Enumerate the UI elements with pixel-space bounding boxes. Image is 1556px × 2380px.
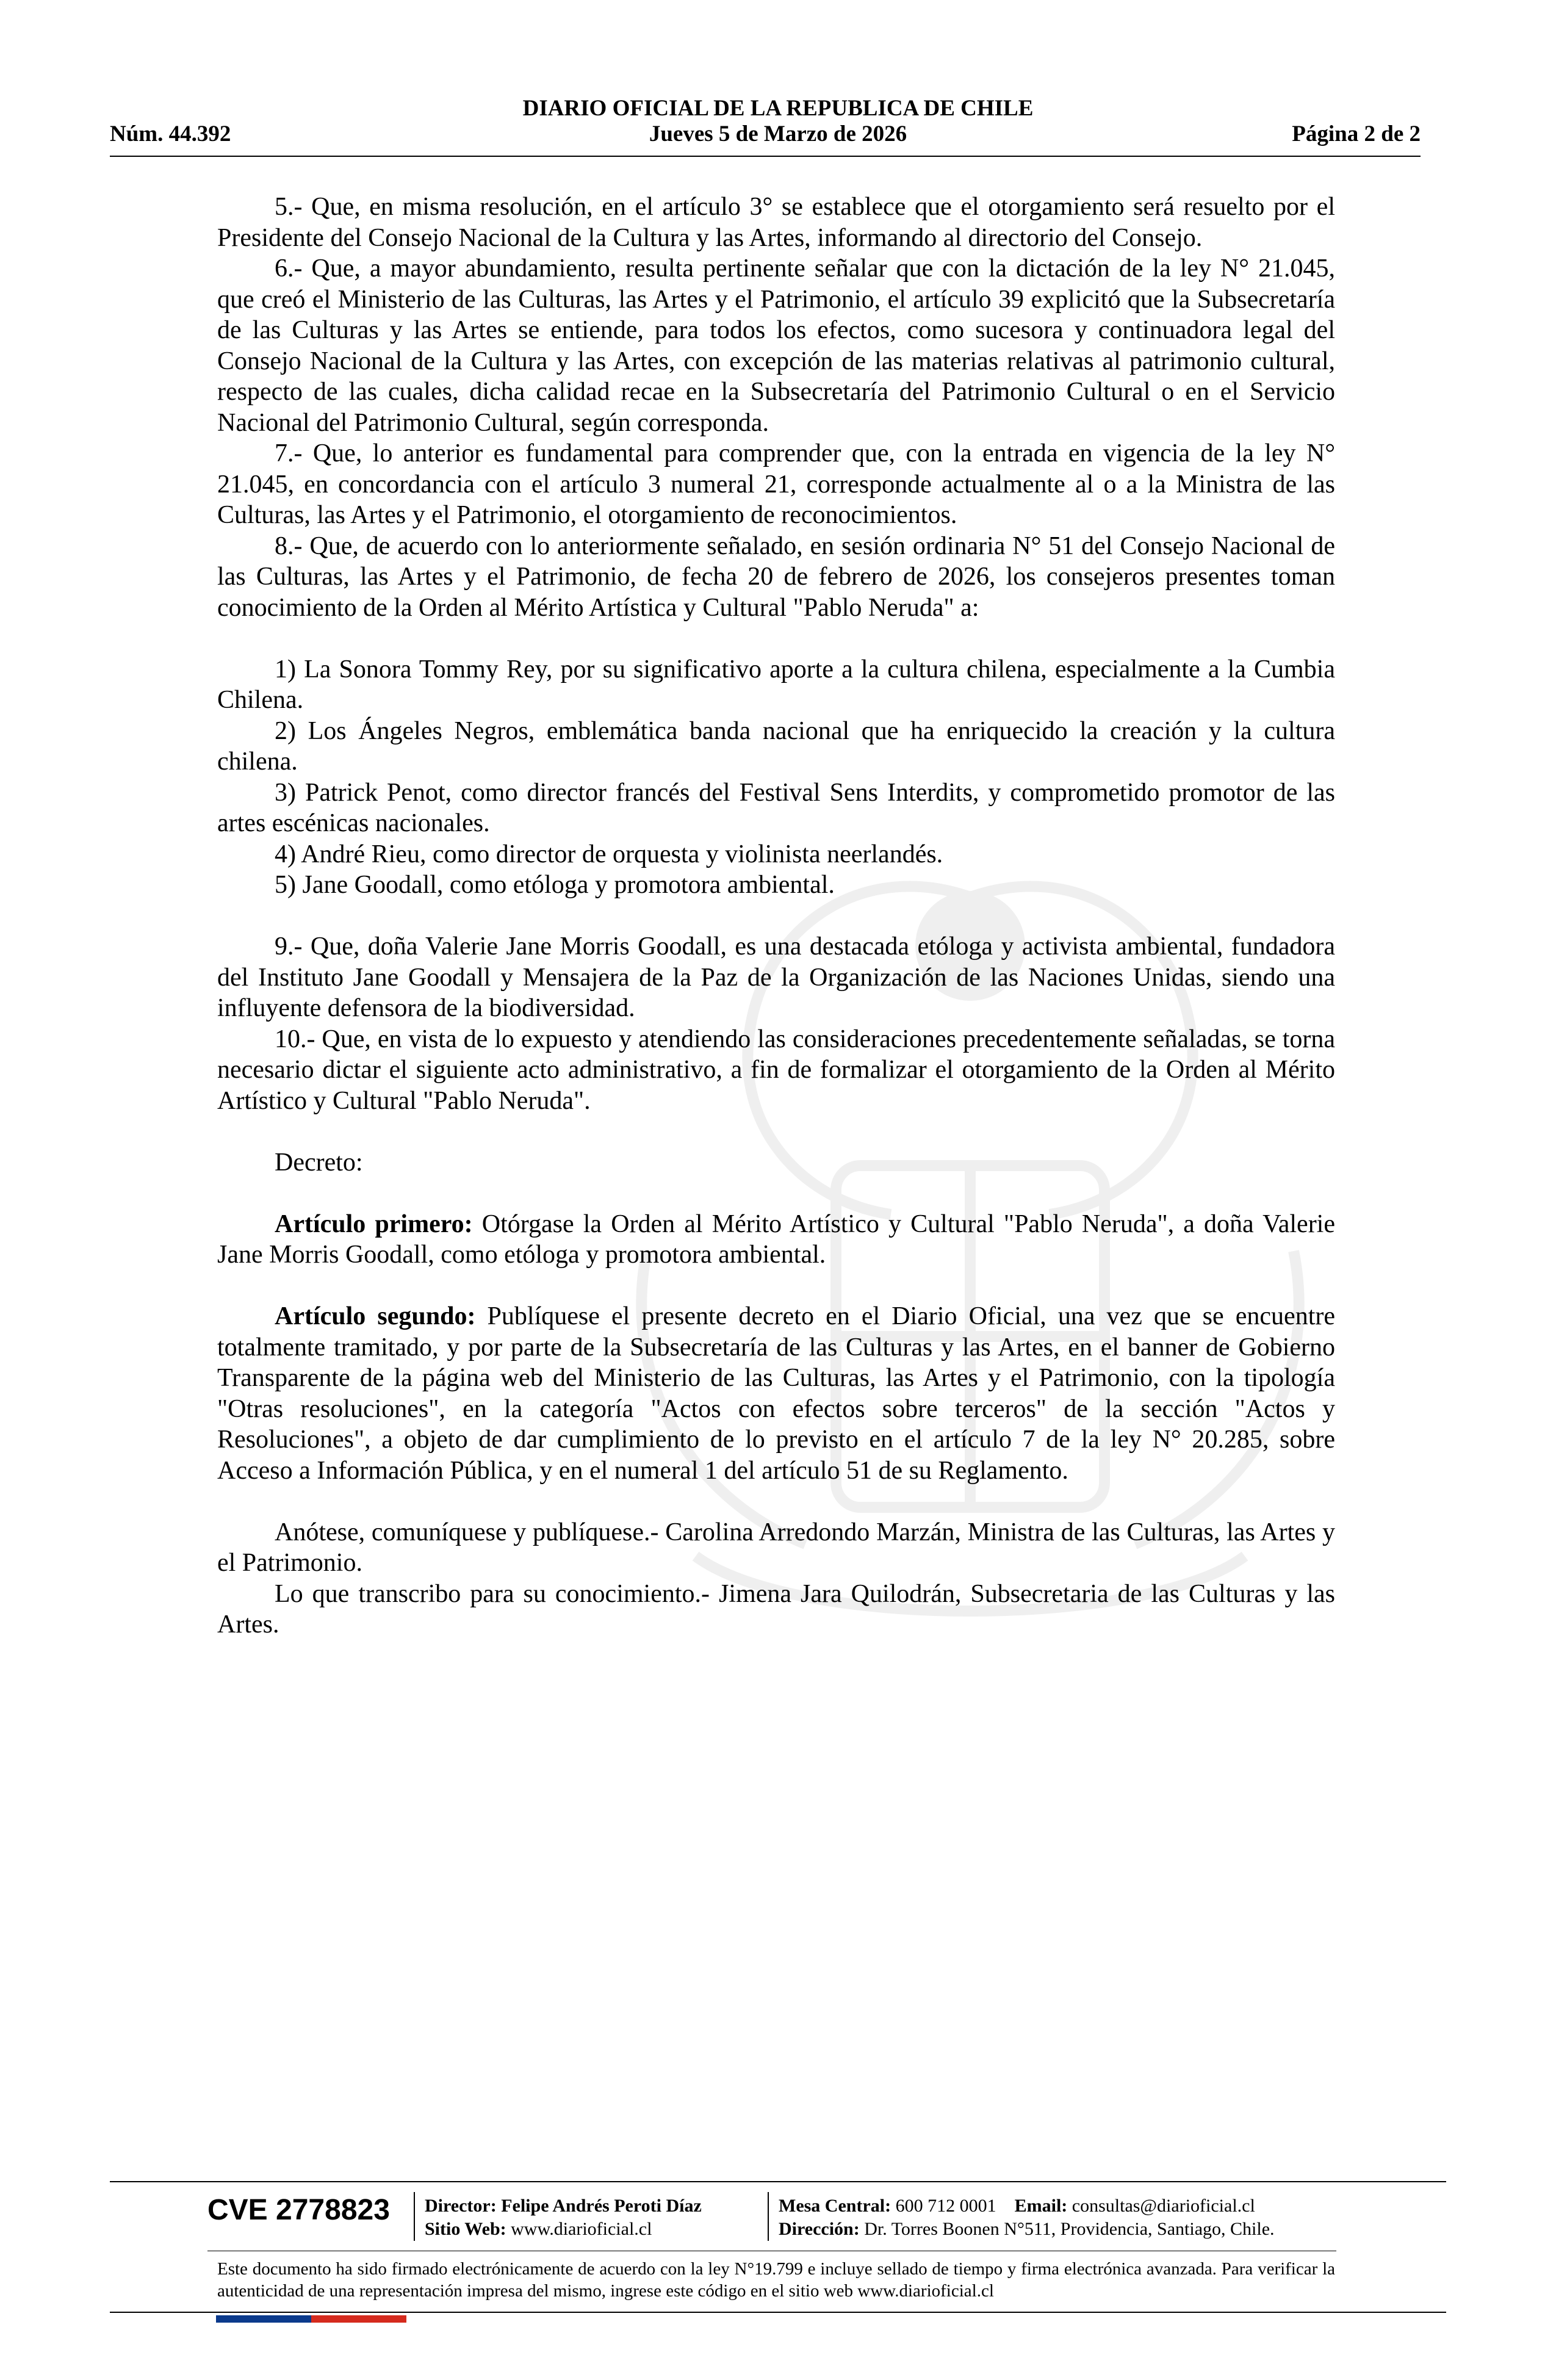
list-item: 1) La Sonora Tommy Rey, por su significativo aporte a la cultura chilena, especialmente a la Cumbia Chilena.	[217, 655, 1335, 714]
address-label: Dirección:	[779, 2219, 860, 2239]
decreto-heading: Decreto:	[275, 1148, 363, 1177]
flag-stripe-blue	[216, 2315, 311, 2323]
paragraph-8: 8.- Que, de acuerdo con lo anteriormente señalado, en sesión ordinaria N° 51 del Consejo Nacional de las Culturas, las Artes y el Patrimonio, de fecha 20 de febrero de 2026, los consejeros presentes toman conocimiento de la Orden al Mérito Artística y Cultural "Pablo Neruda" a:	[217, 532, 1335, 622]
footer-separator	[768, 2192, 769, 2241]
address-text: Dr. Torres Boonen N°511, Providencia, Santiago, Chile.	[864, 2219, 1275, 2239]
paragraph-6: 6.- Que, a mayor abundamiento, resulta pertinente señalar que con la dictación de la ley N° 21.045, que creó el Ministerio de las Culturas, las Artes y el Patrimonio, el artículo 39 explicitó que la Subsecretaría de las Culturas y las Artes se entiende, para todos los efectos, como sucesora y continuadora legal del Consejo Nacional de la Cultura y las Artes, con excepción de las materias relativas al patrimonio cultural, respecto de las cuales, dicha calidad recae en la Subsecretaría del Patrimonio Cultural o en el Servicio Nacional del Patrimonio Cultural, según corresponda.	[217, 254, 1335, 437]
list-item: 3) Patrick Penot, como director francés del Festival Sens Interdits, y comprometido promotor de las artes escénicas nacionales.	[217, 778, 1335, 837]
email-link[interactable]: consultas@diarioficial.cl	[1072, 2196, 1255, 2216]
list-item: 4) André Rieu, como director de orquesta y violinista neerlandés.	[275, 840, 943, 868]
closing-signature-subsecretary: Lo que transcribo para su conocimiento.- Jimena Jara Quilodrán, Subsecretaria de las Culturas y las Artes.	[217, 1579, 1335, 1639]
article-2	[217, 1301, 1335, 1486]
closing-signature-minister: Anótese, comuníquese y publíquese.- Carolina Arredondo Marzán, Ministra de las Culturas, las Artes y el Patrimonio.	[217, 1518, 1335, 1577]
article-1	[217, 1209, 1335, 1271]
website-label: Sitio Web:	[425, 2219, 506, 2239]
mesa-central-label: Mesa Central:	[779, 2196, 891, 2216]
paragraph-9: 9.- Que, doña Valerie Jane Morris Goodall, es una destacada etóloga y activista ambiental, fundadora del Instituto Jane Goodall y Mensajera de la Paz de la Organización de las Naciones Unidas, siendo una influyente defensora de la biodiversidad.	[217, 932, 1335, 1022]
page-indicator: Página 2 de 2	[1292, 121, 1421, 146]
email-label: Email:	[1014, 2196, 1068, 2216]
header-divider	[110, 156, 1421, 157]
footer-divider-bottom	[110, 2312, 1446, 2313]
list-item: 5) Jane Goodall, como etóloga y promotora ambiental.	[275, 871, 835, 899]
newspaper-title: DIARIO OFICIAL DE LA REPUBLICA DE CHILE	[522, 96, 1034, 121]
paragraph-5: 5.- Que, en misma resolución, en el artículo 3° se establece que el otorgamiento será resuelto por el Presidente del Consejo Nacional de la Cultura y las Artes, informando al directorio del Consejo.	[217, 193, 1335, 252]
article-2-label: Artículo segundo:	[275, 1302, 476, 1330]
article-1-text: Otórgase la Orden al Mérito Artístico y Cultural "Pablo Neruda", a doña Valerie Jane Morris Goodall, como etóloga y promotora ambiental.	[217, 1210, 1335, 1269]
list-item: 2) Los Ángeles Negros, emblemática banda nacional que ha enriquecido la creación y la cultura chilena.	[217, 716, 1335, 776]
cve-code: CVE 2778823	[207, 2194, 390, 2226]
website-link[interactable]: www.diarioficial.cl	[511, 2219, 652, 2239]
flag-stripe-red	[311, 2315, 406, 2323]
footer-contact-block	[779, 2194, 1275, 2241]
electronic-signature-notice: Este documento ha sido firmado electrónicamente de acuerdo con la ley N°19.799 e incluye sellado de tiempo y firma electrónica avanzada. Para verificar la autenticidad de una representación impresa del mismo, ingrese este código en el sitio web www.diarioficial.cl	[217, 2259, 1335, 2301]
paragraph-10: 10.- Que, en vista de lo expuesto y atendiendo las consideraciones precedentemente señaladas, se torna necesario dictar el siguiente acto administrativo, a fin de formalizar el otorgamiento de la Orden al Mérito Artístico y Cultural "Pablo Neruda".	[217, 1025, 1335, 1115]
footer-director-block	[425, 2194, 702, 2241]
article-2-text: Publíquese el presente decreto en el Diario Oficial, una vez que se encuentre totalmente tramitado, y por parte de la Subsecretaría de las Culturas y las Artes, en el banner de Gobierno Transparente de la página web del Ministerio de las Culturas, las Artes y el Patrimonio, con la tipología "Otras resoluciones", en la categoría "Actos con efectos sobre terceros" de la sección "Actos y Resoluciones", a objeto de dar cumplimiento de lo previsto en el artículo 7 de la ley N° 20.285, sobre Acceso a Información Pública, y en el numeral 1 del artículo 51 de su Reglamento.	[217, 1302, 1335, 1485]
document-body	[217, 192, 1335, 1640]
mesa-central-phone: 600 712 0001	[895, 2196, 996, 2216]
footer-separator	[414, 2192, 415, 2241]
director-name: Felipe Andrés Peroti Díaz	[501, 2196, 702, 2216]
paragraph-7: 7.- Que, lo anterior es fundamental para comprender que, con la entrada en vigencia de la ley N° 21.045, en concordancia con el artículo 3 numeral 21, corresponde actualmente al o a la Ministra de las Culturas, las Artes y el Patrimonio, el otorgamiento de reconocimientos.	[217, 439, 1335, 529]
issue-number: Núm. 44.392	[110, 121, 231, 146]
director-label: Director:	[425, 2196, 497, 2216]
footer-divider-top	[110, 2181, 1446, 2182]
issue-date: Jueves 5 de Marzo de 2026	[649, 121, 907, 146]
article-1-label: Artículo primero:	[275, 1210, 473, 1238]
